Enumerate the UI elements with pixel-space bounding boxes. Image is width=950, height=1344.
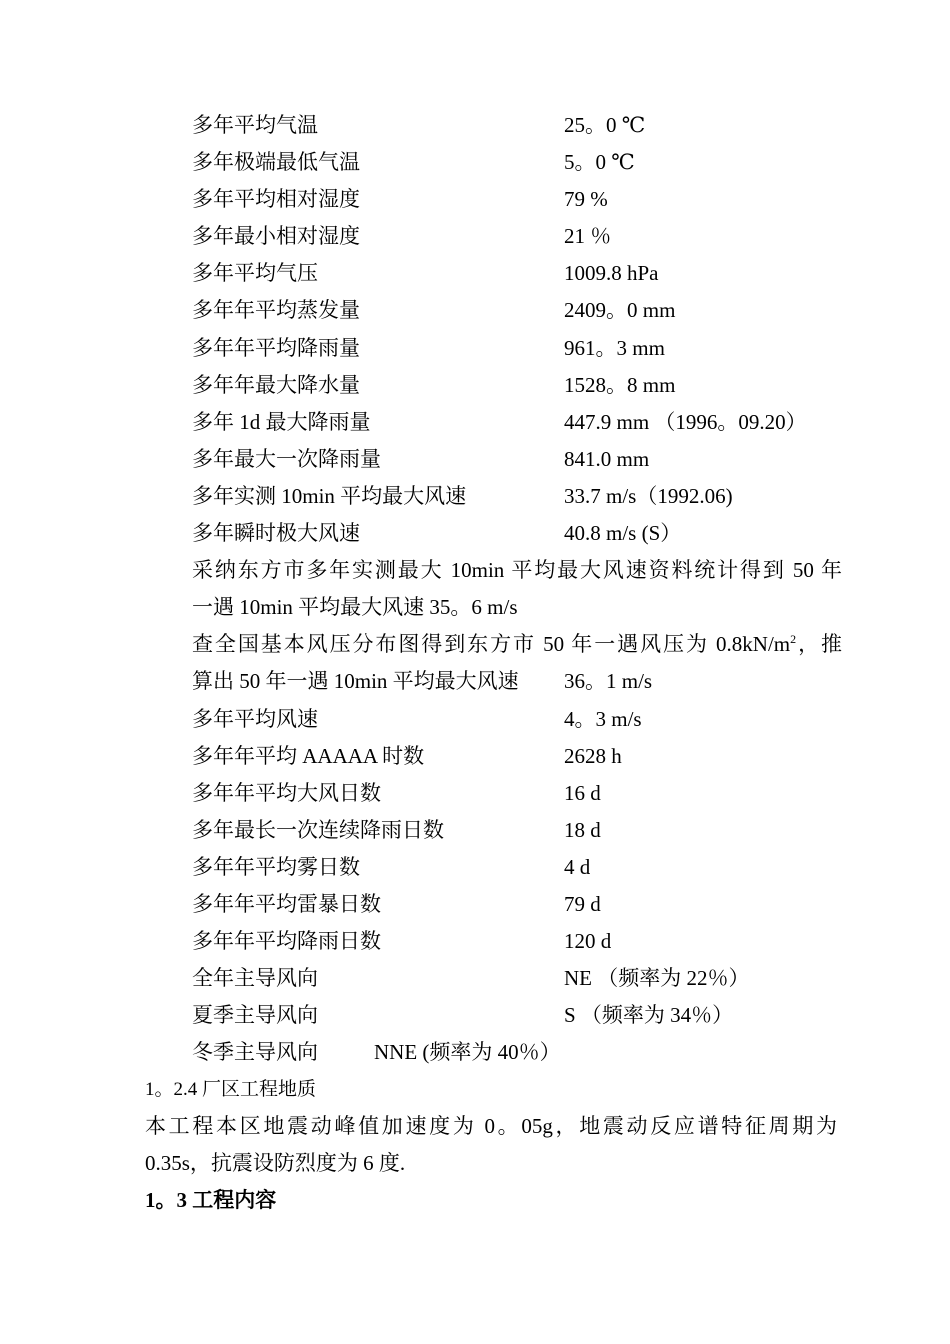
row-value: 2628 h [564,743,622,768]
data-row-inline [192,1034,842,1071]
row-value: 961。3 mm [564,335,665,360]
row-label: 多年瞬时极大风速 [192,521,360,546]
paragraph-text: 查全国基本风压分布图得到东方市 50 年一遇风压为 0.8kN/m [192,632,791,657]
row-label: 多年年平均降雨量 [192,335,360,360]
data-row [192,367,842,404]
row-value: 21 ％ [564,224,612,249]
row-label: 多年平均相对湿度 [192,187,360,212]
row-label: 多年年平均蒸发量 [192,298,360,323]
data-row [192,812,842,849]
row-label: 冬季主导风向 [192,1040,318,1065]
row-label: 多年年平均雾日数 [192,854,360,879]
row-value: S （频率为 34％） [564,1003,734,1028]
row-label: 多年最长一次连续降雨日数 [192,817,444,842]
row-value: 18 d [564,817,601,842]
data-row [192,775,842,812]
row-value: 79 d [564,891,601,916]
row-value: 16 d [564,780,601,805]
paragraph-line: 采纳东方市多年实测最大 10min 平均最大风速资料统计得到 50 年 [192,558,842,583]
row-value: 25。0 ℃ [564,113,646,137]
row-label: 多年平均风速 [192,706,318,731]
row-label: 全年主导风向 [192,966,318,991]
row-label: 多年年最大降水量 [192,372,360,397]
row-label: 多年平均气压 [192,261,318,286]
section-heading-1-3: 1。3 工程内容 [145,1188,277,1212]
row-label: 多年极端最低气温 [192,150,360,175]
row-value: 1528。8 mm [564,372,676,397]
row-label: 多年 1d 最大降雨量 [192,409,371,434]
data-row [192,886,842,923]
row-value: 1009.8 hPa [564,261,659,286]
row-label: 多年年平均大风日数 [192,780,381,805]
row-label: 夏季主导风向 [192,1003,318,1028]
row-value: 4 d [564,854,591,879]
row-value: 79 % [564,187,608,212]
paragraph-text: ，推 [796,632,842,657]
data-row [192,960,842,997]
data-row [192,218,842,255]
row-value: 2409。0 mm [564,298,676,323]
data-row [192,478,842,515]
row-label: 多年最小相对湿度 [192,224,360,249]
superscript: 2 [790,632,797,647]
row-label: 多年年平均降雨日数 [192,929,381,954]
data-row [192,849,842,886]
row-value: 33.7 m/s（1992.06) [564,483,733,508]
data-row [192,330,842,367]
data-row [192,923,842,960]
row-value: 36。1 m/s [564,669,653,694]
data-row [192,738,842,775]
paragraph-line [192,626,842,663]
data-row [192,404,842,441]
data-row [192,441,842,478]
row-label: 多年实测 10min 平均最大风速 [192,483,467,508]
row-label: 算出 50 年一遇 10min 平均最大风速 [192,669,519,694]
row-label: 多年平均气温 [192,113,318,137]
data-row [192,701,842,738]
data-row [192,255,842,292]
data-row [192,107,842,144]
row-value: NE （频率为 22％） [564,966,750,991]
row-value: 4。3 m/s [564,706,642,731]
paragraph-line: 0.35s，抗震设防烈度为 6 度. [145,1151,406,1175]
data-row [192,181,842,218]
data-row [192,997,842,1034]
data-row [192,515,842,552]
row-label: 多年最大一次降雨量 [192,446,381,471]
data-row [192,292,842,329]
row-value: 5。0 ℃ [564,150,635,175]
paragraph-line: 一遇 10min 平均最大风速 35。6 m/s [192,595,518,620]
row-value: 40.8 m/s (S） [564,521,682,546]
row-value: 447.9 mm （1996。09.20） [564,409,807,434]
row-label: 多年年平均雷暴日数 [192,891,381,916]
section-heading-1-2-4: 1。2.4 厂区工程地质 [145,1079,317,1100]
climate-data-list [192,107,842,1071]
data-row [192,663,842,700]
data-row [192,144,842,181]
row-label: 多年年平均 AAAAA 时数 [192,743,425,768]
row-value: 120 d [564,929,612,954]
paragraph-line: 本工程本区地震动峰值加速度为 0。05g，地震动反应谱特征周期为 [145,1114,837,1138]
row-value: NNE (频率为 40％） [374,1040,561,1065]
row-value: 841.0 mm [564,446,650,471]
